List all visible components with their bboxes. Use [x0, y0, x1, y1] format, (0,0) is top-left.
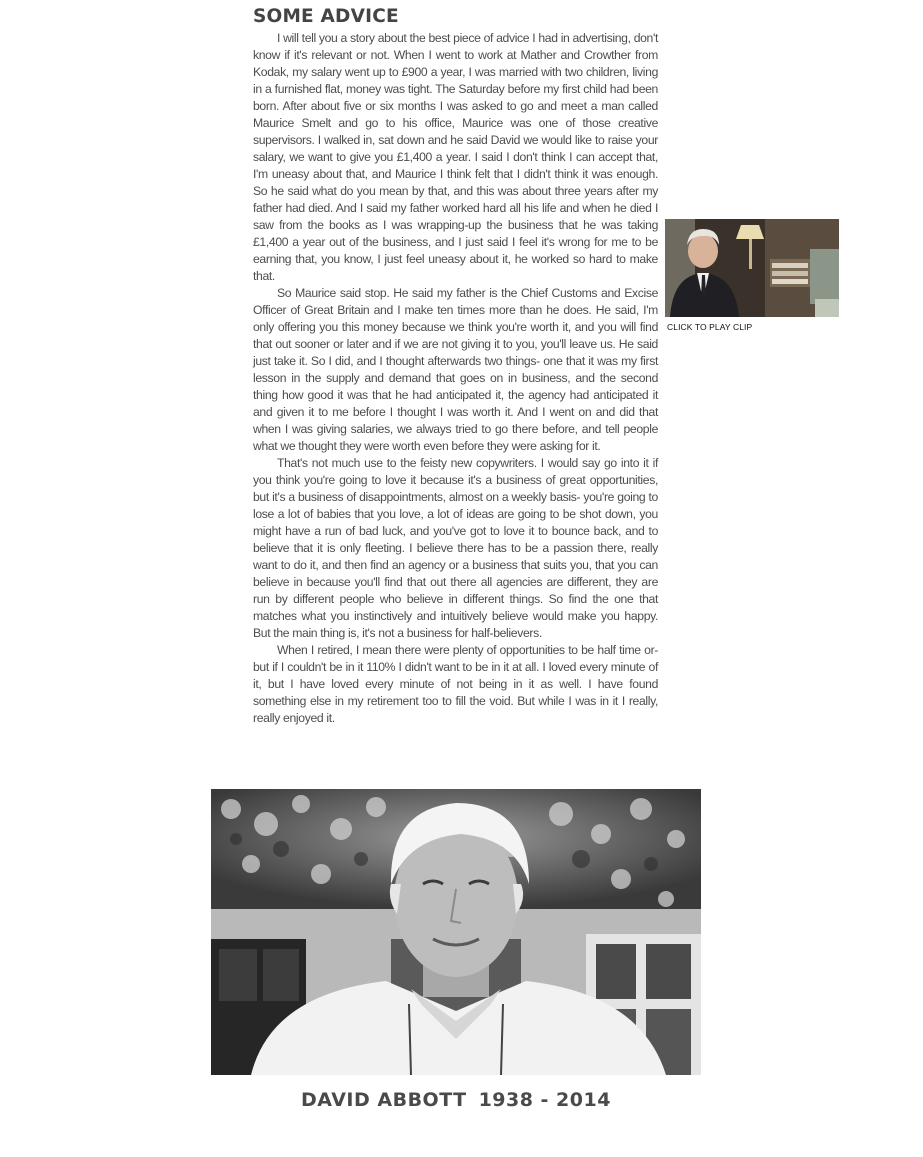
caption-name: DAVID ABBOTT — [301, 1089, 467, 1111]
article-paragraph: That's not much use to the feisty new copywriters. I would say go into it if you think you're going to love it because it's a business of great opportunities, but it's a business of disappointments, almost on a weekly basis- you're going to lose a lot of babies that you love, a lot of ideas are going to be shot down, you might have a run of bad luck, and you've got to love it to bounce back, and to believe that it is only fleeting. I believe there has to be a passion there, really want to do it, and then find an agency or a business that suits you, that you can believe in because you'll find that out there all agencies are different, they are run by different people who believe in different things. So find the one that matches what you instinctively and intuitively believe would make you happy. But the main thing is, it's not a business for half-believers. — [253, 456, 658, 640]
article-paragraph: So Maurice said stop. He said my father is the Chief Customs and Excise Officer of Great Britain and I make ten times more than he does. He said, I'm only offering you this money because we think you're worth it, and you will find that out sooner or later and if we are not giving it to you, you'll leave us. He said just take it. So I did, and I thought afterwards two things- one that it was my first lesson in the supply and demand that goes on in business, and the second thing how good it was that he had anticipated it, the agency had anticipated it and given it to me before I thought I was worth it. And I went on and did that when I was giving salaries, we always tried to go there before, and tell people what we thought they were worth even before they were asking for it. — [253, 286, 658, 453]
play-clip-link[interactable]: CLICK TO PLAY CLIP — [667, 322, 753, 332]
portrait-caption — [211, 1089, 701, 1111]
portrait-photo — [211, 789, 701, 1075]
video-clip-thumbnail[interactable] — [665, 219, 839, 317]
article-paragraph: I will tell you a story about the best piece of advice I had in advertising, don't know if it's relevant or not. When I went to work at Mather and Crowther from Kodak, my salary went up to £900 a year, I was married with two children, living in a furnished flat, money was tight. The Saturday before my first child had been born. After about five or six months I was asked to go and meet a man called Maurice Smelt and go to his office, Maurice was one of those creative supervisors. I walked in, sat down and he said David we would like to raise your salary, we want to give you £1,400 a year. I said I don't think I can accept that, I'm uneasy about that, and Maurice I think felt that I didn't think it was enough. So he said what do you mean by that, and this was about three years after my father had died. And I said my father worked hard all his life and when he died I saw from the books as I was wrapping-up the business that he was taking £1,400 a year out of the business, and I just said I feel it's wrong for me to be earning that, you know, I just feel uneasy about it, he worked so hard to make that. — [253, 31, 658, 283]
article-paragraph: When I retired, I mean there were plenty of opportunities to be half time or- but if I couldn't be in it 110% I didn't want to be in it at all. I loved every minute of it, but I have loved every minute of not being in it as well. I have found something else in my retirement too to fill the void. But while I was in it I really, really enjoyed it. — [253, 643, 658, 725]
article-heading: SOME ADVICE — [253, 6, 399, 27]
caption-years: 1938 - 2014 — [478, 1089, 611, 1111]
portrait-photo-icon — [211, 789, 701, 1075]
article-body — [253, 30, 658, 727]
video-thumbnail-icon — [665, 219, 839, 317]
